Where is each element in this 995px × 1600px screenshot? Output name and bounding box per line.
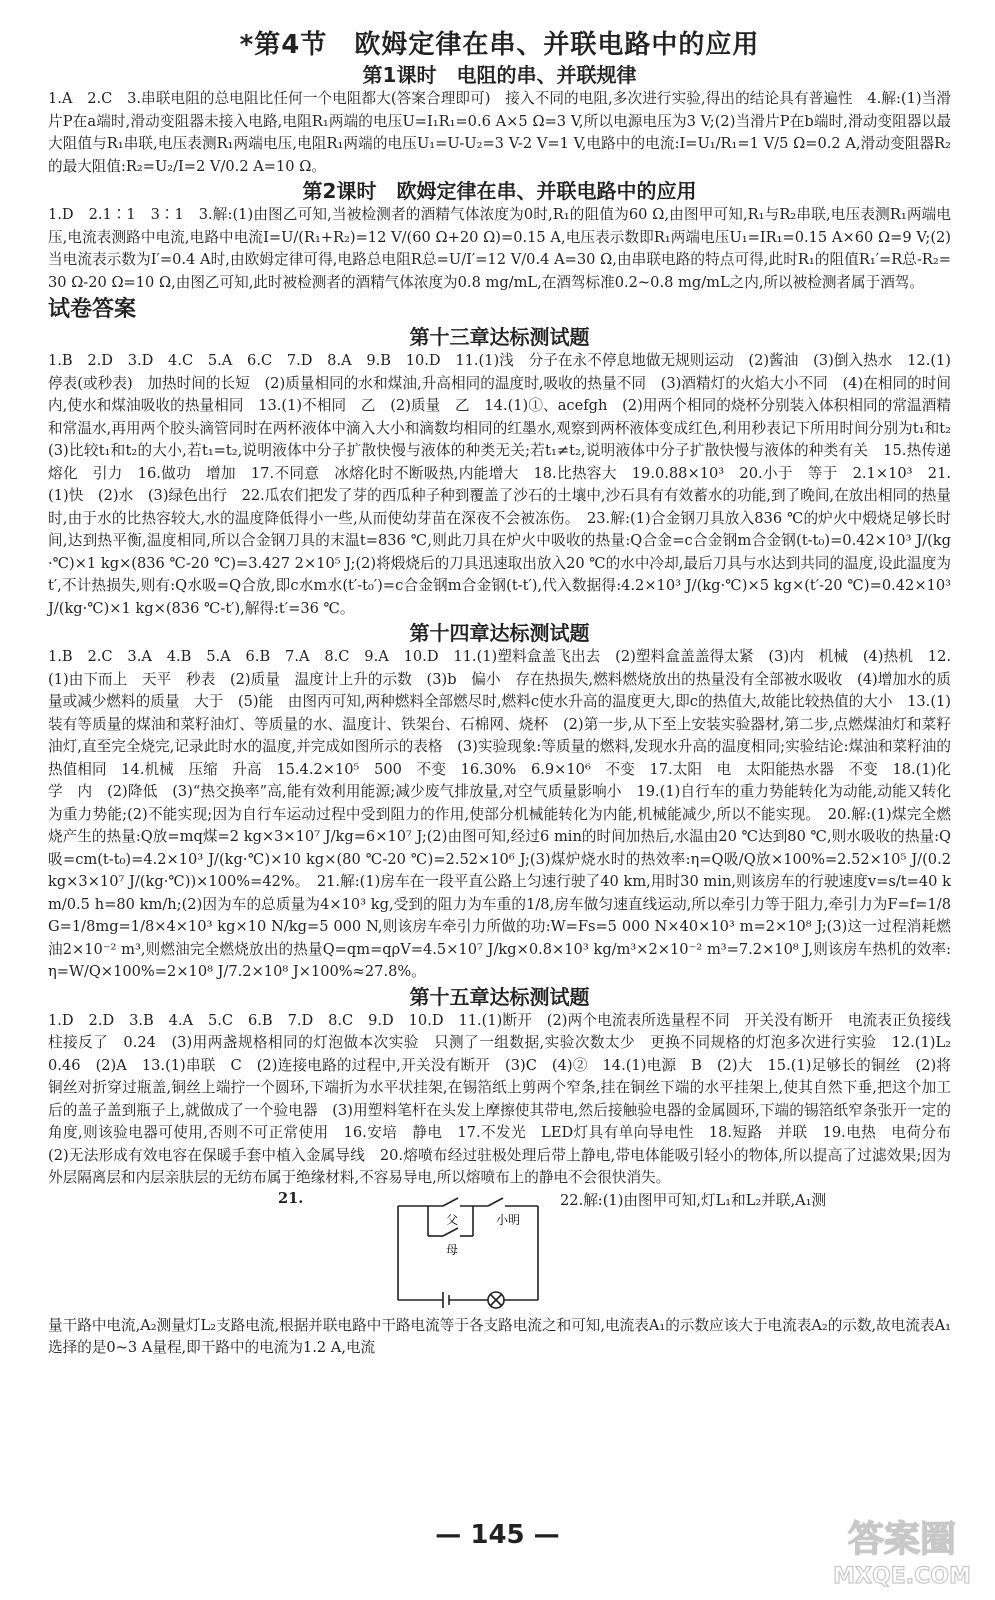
papers-title: 试卷答案 [48, 297, 137, 322]
ch13-answers: 1.B 2.D 3.D 4.C 5.A 6.C 7.D 8.A 9.B 10.D 11.(1)浅 分子在永不停息地做无规则运动 (2)酱油 (3)倒入热水 12.(1)停表(或秒表) 加热时间的长短 (2)质量相同的水和煤油,升高相同的温度时,吸收的热量不同 (3)酒精灯的火焰大小不同 (4)在相同的时间内,使水和煤油吸收的热量相同 13.(1)不相同 乙 (2)质量 乙 14.(1)①、acefgh (2)用两个相同的烧杯分别装入体积相同的常温酒精和常温水,再用两个胶头滴管同时在两杯液体中滴入大小和滴数均相同的红墨水,观察到两杯液体变成红色,利用秒表记下所用时间分别为t₁和t₂ (3)比较t₁和t₂的大小,若t₁=t₂,说明液体中分子扩散快慢与液体的种类无关;若t₁≠t₂,说明液体中分子扩散快慢与液体的种类有关 15.热传递 熔化 引力 16.做功 增加 17.不同意 冰熔化时不断吸热,内能增大 18.比热容大 19.0.88×10³ 20.小于 等于 2.1×10³ 21.(1)快 (2)水 (3)绿色出行 22.瓜农们把发了芽的西瓜种子种到覆盖了沙石的土壤中,沙石具有有效蓄水的功能,到了晚间,在放出相同的热量时,由于水的比热容较大,水的温度降低得小一些,从而使幼芽苗在深夜不会被冻伤。 23.解:(1)合金钢刀具放入836 ℃的炉火中煅烧足够长时间,达到热平衡,温度相同,所以合金钢刀具的末温t=836 ℃,则此刀具在炉火中吸收的热量:Q合金=c合金钢m合金钢(t-t₀)=0.42×10³ J/(kg·℃)×1 kg×(836 ℃-20 ℃)=3.427 2×10⁵ J;(2)将煅烧后的刀具迅速取出放入20 ℃的水中冷却,最后刀具与水达到共同的温度,设此温度为t′,不计热损失,则有:Q水吸=Q合放,即c水m水(t′-t₀′)=c合金钢m合金钢(t-t′),代入数据得:4.2×10³ J/(kg·℃)×5 kg×(t′-20 ℃)=0.42×10³ J/(kg·℃)×1 kg×(836 ℃-t′),解得:t′=36 ℃。 [48, 352, 966, 617]
lesson1-title: 第1课时 电阻的串、并联规律 [362, 63, 637, 87]
q22-continued: 量干路中电流,A₂测量灯L₂支路电流,根据并联电路中干路电流等于各支路电流之和可知,电流表A₁的示数应该大于电流表A₂的示数,故电流表A₁选择的是0~3 A量程,即干路中的电流为1.2 A,电流 [48, 1316, 951, 1356]
page-number: — 145 — [435, 1520, 560, 1550]
q21-label: 21. [278, 1189, 304, 1207]
lesson2-title: 第2课时 欧姆定律在串、并联电路中的应用 [302, 179, 697, 203]
switch-father-label: 父 [446, 1212, 459, 1227]
circuit-diagram [388, 1190, 548, 1315]
circuit-block [48, 1190, 951, 1315]
ch15-title: 第十五章达标测试题 [409, 984, 590, 1009]
ch15-answers: 1.D 2.D 3.B 4.A 5.C 6.B 7.D 8.C 9.D 10.D 11.(1)断开 (2)两个电流表所选量程不同 开关没有断开 电流表正负接线柱接反了 0.24 (3)用两盏规格相同的灯泡做本次实验 只测了一组数据,实验次数太少 更换不同规格的灯泡多次进行实验 12.(1)L₂ 0.46 (2)A 13.(1)串联 C (2)连接电路的过程中,开关没有断开 (3)C (4)② 14.(1)电源 B (2)大 15.(1)足够长的铜丝 (2)将铜丝对折穿过瓶盖,铜丝上端拧一个圆环,下端折为水平状挂架,在锡箔纸上剪两个窄条,挂在铜丝下端的水平挂架上,使其自然下垂,把这个加工后的盖子盖到瓶子上,就做成了一个验电器 (3)用塑料笔杆在头发上摩擦使其带电,然后接触验电器的金属圆环,下端的锡箔纸窄条张开一定的角度,则该验电器可使用,否则不可正常使用 16.安培 静电 17.不发光 LED灯具有单向导电性 18.短路 并联 19.电热 电荷分布 (2)无法形成有效电容在保暖手套中植入金属导线 20.熔喷布经过驻极处理后带上静电,带电体能吸引轻小的物体,所以提高了过滤效果;因为外层隔离层和内层亲肤层的无纺布属于绝缘材料,不容易导电,所以熔喷布上的静电不会很快消失。 [48, 1011, 966, 1186]
watermark-logo [827, 1505, 977, 1591]
ch13-title: 第十三章达标测试题 [409, 325, 590, 349]
watermark-line1: 答案圈 [847, 1519, 957, 1560]
ch14-title: 第十四章达标测试题 [409, 621, 590, 645]
watermark-line2: MXQE.COM [833, 1564, 971, 1589]
ch14-answers: 1.B 2.C 3.A 4.B 5.A 6.B 7.A 8.C 9.A 10.D 11.(1)塑料盒盖飞出去 (2)塑料盒盖盖得太紧 (3)内 机械 (4)热机 12.(1)由下而上 天平 秒表 (2)质量 温度计上升的示数 (3)b 偏小 存在热损失,燃料燃烧放出的热量没有全部被水吸收 (4)增加水的质量或减少燃料的质量 大于 (5)能 由图丙可知,两种燃料全部燃尽时,燃料c使水升高的温度更大,即c的热值大,故能比较热值的大小 13.(1)装有等质量的煤油和菜籽油灯、等质量的水、温度计、铁架台、石棉网、烧杯 (2)第一步,从下至上安装实验器材,第二步,点燃煤油灯和菜籽油灯,直至完全烧完,记录此时水的温度,并完成如图所示的表格 (3)实验现象:等质量的燃料,发现水升高的温度相同;实验结论:煤油和菜籽油的热值相同 14.机械 压缩 升高 15.4.2×10⁵ 500 不变 16.30% 6.9×10⁶ 不变 17.太阳 电 太阳能热水器 不变 18.(1)化学 内 (2)降低 (3)“热交换率”高,能有效利用能源;减少废气排放量,对空气质量影响小 19.(1)自行车的重力势能转化为动能,动能又转化为重力势能;(2)不能实现;因为自行车运动过程中受到阻力的作用,使部分机械能转化为内能,机械能减少,所以不能实现。 20.解:(1)煤完全燃烧产生的热量:Q放=mq煤=2 kg×3×10⁷ J/kg=6×10⁷ J;(2)由图可知,经过6 min的时间加热后,水温由20 ℃达到80 ℃,则水吸收的热量:Q吸=cm(t-t₀)=4.2×10³ J/(kg·℃)×10 kg×(80 ℃-20 ℃)=2.52×10⁶ J;(3)煤炉烧水时的热效率:η=Q吸/Q放×100%=2.52×10⁵ J/(0.2 kg×3×10⁷ J/(kg·℃))×100%=42%。 21.解:(1)房车在一段平直公路上匀速行驶了40 km,用时30 min,则该房车的行驶速度v=s/t=40 km/0.5 h=80 km/h;(2)因为车的总质量为4×10³ kg,受到的阻力为车重的1/8,房车做匀速直线运动,所以牵引力等于阻力,牵引力为F=f=1/8G=1/8mg=1/8×4×10³ kg×10 N/kg=5 000 N,则该房车牵引力所做的功:W=Fs=5 000 N×40×10³ m=2×10⁸ J;(3)这一过程消耗燃油2×10⁻² m³,则燃油完全燃烧放出的热量Q=qm=qρV=4.5×10⁷ J/kg×0.8×10³ kg/m³×2×10⁻² m³=7.2×10⁸ J,则该房车热机的效率:η=W/Q×100%=2×10⁸ J/7.2×10⁸ J×100%≈27.8%。 [48, 648, 951, 980]
switch-mother-label: 母 [446, 1242, 459, 1257]
section-title: *第4节 欧姆定律在串、并联电路中的应用 [239, 30, 760, 60]
lesson2-answers: 1.D 2.1∶1 3∶1 3.解:(1)由图乙可知,当被检测者的酒精气体浓度为0时,R₁的阻值为60 Ω,由图甲可知,R₁与R₂串联,电压表测R₁两端电压,电流表测路中电流,电路中电流I=U/(R₁+R₂)=12 V/(60 Ω+20 Ω)=0.15 A,电压表示数即R₁两端电压U₁=IR₁=0.15 A×60 Ω=9 V;(2)当电流表示数为I′=0.4 A时,由欧姆定律可得,电路总电阻R总=U/I′=12 V/0.4 A=30 Ω,由串联电路的特点可得,此时R₁的阻值R₁′=R总-R₂=30 Ω-20 Ω=10 Ω,由图乙可知,此时被检测者的酒精气体浓度为0.8 mg/mL,在酒驾标准0.2~0.8 mg/mL之内,所以被检测者属于酒驾。 [48, 206, 951, 291]
lesson1-answers: 1.A 2.C 3.串联电阻的总电阻比任何一个电阻都大(答案合理即可) 接入不同的电阻,多次进行实验,得出的结论具有普遍性 4.解:(1)当滑片P在a端时,滑动变阻器未接入电路,电阻R₁两端的电压U=I₁R₁=0.6 A×5 Ω=3 V,所以电源电压为3 V;(2)当滑片P在b端时,滑动变阻器以最大阻值与R₁串联,电压表测R₁两端电压,电阻R₁两端的电压U₁=U-U₂=3 V-2 V=1 V,电路中的电流:I=U₁/R₁=1 V/5 Ω=0.2 A,滑动变阻器R₂的最大阻值:R₂=U₂/I=2 V/0.2 A=10 Ω。 [48, 90, 951, 175]
q22-start: 22.解:(1)由图甲可知,灯L₁和L₂并联,A₁测 [560, 1191, 827, 1209]
switch-xiaoming-label: 小明 [496, 1212, 521, 1227]
